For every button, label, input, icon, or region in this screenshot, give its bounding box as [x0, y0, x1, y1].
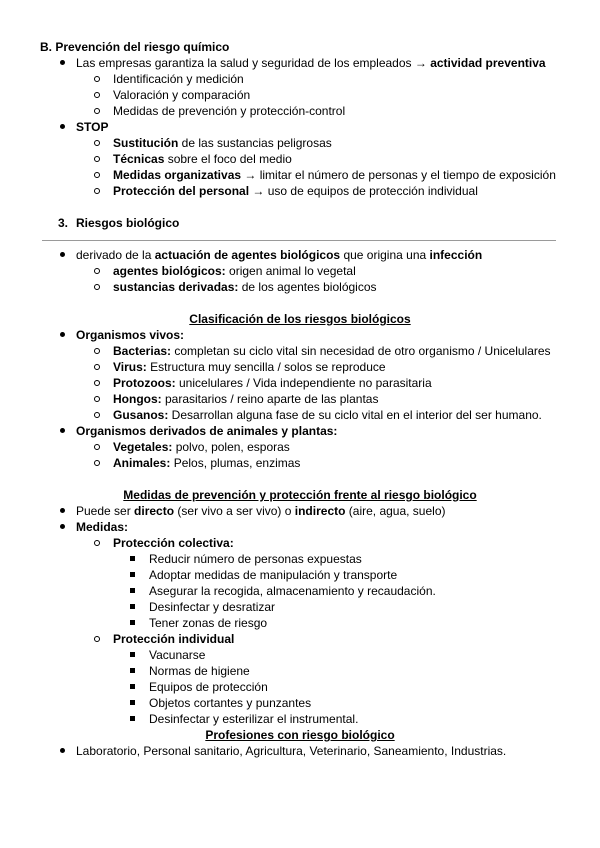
bullet-disc-icon: [60, 60, 65, 65]
bullet-square-icon: [130, 572, 135, 577]
list-item: Animales: Pelos, plumas, enzimas: [113, 456, 301, 470]
list-item: Medidas organizativas → limitar el número de personas y el tiempo de exposición: [113, 168, 556, 182]
list-item: Bacterias: completan su ciclo vital sin necesidad de otro organismo / Unicelulares: [113, 344, 551, 358]
bullet-square-icon: [130, 700, 135, 705]
list-item: Tener zonas de riesgo: [149, 616, 268, 630]
list-item: derivado de la actuación de agentes biológicos que origina una infección: [76, 248, 483, 262]
list-item: Identificación y medición: [113, 72, 244, 86]
bullet-square-icon: [130, 556, 135, 561]
list-item: Protección del personal → uso de equipos de protección individual: [113, 184, 478, 198]
list-item: Medidas:: [76, 520, 129, 534]
bullet-disc-icon: [60, 508, 65, 513]
list-item: Hongos: parasitarios / reino aparte de las plantas: [113, 392, 379, 406]
bullet-circle-icon: [94, 540, 100, 546]
list-item: Equipos de protección: [149, 680, 268, 694]
bullet-square-icon: [130, 652, 135, 657]
bullet-circle-icon: [94, 348, 100, 354]
bullet-circle-icon: [94, 444, 100, 450]
list-item: Protección individual: [113, 632, 235, 646]
bullet-disc-icon: [60, 332, 65, 337]
list-item: Las empresas garantiza la salud y seguridad de los empleados → actividad preventiva: [76, 56, 546, 70]
list-item: Puede ser directo (ser vivo a ser vivo) o indirecto (aire, agua, suelo): [76, 504, 446, 518]
bullet-circle-icon: [94, 284, 100, 290]
list-item: agentes biológicos: origen animal lo vegetal: [113, 264, 356, 278]
bullet-circle-icon: [94, 92, 100, 98]
bullet-circle-icon: [94, 380, 100, 386]
list-item: Virus: Estructura muy sencilla / solos se reproduce: [113, 360, 386, 374]
list-item: Medidas de prevención y protección-control: [113, 104, 346, 118]
bullet-disc-icon: [60, 748, 65, 753]
clasificacion-heading: Clasificación de los riesgos biológicos: [189, 312, 411, 326]
list-item: Normas de higiene: [149, 664, 250, 678]
bullet-circle-icon: [94, 140, 100, 146]
list-item: Reducir número de personas expuestas: [149, 552, 362, 566]
section-b-title: B. Prevención del riesgo químico: [40, 40, 230, 54]
bullet-disc-icon: [60, 428, 65, 433]
bullet-disc-icon: [60, 124, 65, 129]
bullet-circle-icon: [94, 460, 100, 466]
list-item: Organismos vivos:: [76, 328, 185, 342]
list-item: Gusanos: Desarrollan alguna fase de su ciclo vital en el interior del ser humano.: [113, 408, 542, 422]
bullet-square-icon: [130, 588, 135, 593]
list-item: Técnicas sobre el foco del medio: [113, 152, 292, 166]
stop-label: STOP: [76, 120, 109, 134]
list-item: Adoptar medidas de manipulación y transporte: [149, 568, 398, 582]
list-item: Desinfectar y esterilizar el instrumental.: [149, 712, 359, 726]
profesiones-heading: Profesiones con riesgo biológico: [205, 728, 395, 742]
list-item: Organismos derivados de animales y plantas:: [76, 424, 338, 438]
list-item: Valoración y comparación: [113, 88, 251, 102]
bullet-circle-icon: [94, 172, 100, 178]
list-item: Desinfectar y desratizar: [149, 600, 276, 614]
bullet-square-icon: [130, 604, 135, 609]
list-item: Protozoos: unicelulares / Vida independiente no parasitaria: [113, 376, 432, 390]
bullet-square-icon: [130, 620, 135, 625]
bullet-circle-icon: [94, 268, 100, 274]
bullet-circle-icon: [94, 412, 100, 418]
list-item: Vegetales: polvo, polen, esporas: [113, 440, 290, 454]
list-item: sustancias derivadas: de los agentes biológicos: [113, 280, 377, 294]
bullet-disc-icon: [60, 252, 65, 257]
horizontal-divider: [42, 240, 556, 241]
list-item: Laboratorio, Personal sanitario, Agricultura, Veterinario, Saneamiento, Industrias.: [76, 744, 507, 758]
medidas-heading: Medidas de prevención y protección frente al riesgo biológico: [123, 488, 477, 502]
bullet-square-icon: [130, 684, 135, 689]
bullet-circle-icon: [94, 188, 100, 194]
list-item: Sustitución de las sustancias peligrosas: [113, 136, 332, 150]
list-item: Asegurar la recogida, almacenamiento y recaudación.: [149, 584, 436, 598]
list-item: Protección colectiva:: [113, 536, 234, 550]
section-3-title: Riesgos biológico: [76, 216, 180, 230]
bullet-circle-icon: [94, 636, 100, 642]
list-item: Objetos cortantes y punzantes: [149, 696, 312, 710]
bullet-circle-icon: [94, 156, 100, 162]
bullet-square-icon: [130, 716, 135, 721]
bullet-circle-icon: [94, 108, 100, 114]
bullet-disc-icon: [60, 524, 65, 529]
bullet-circle-icon: [94, 364, 100, 370]
bullet-circle-icon: [94, 76, 100, 82]
bullet-circle-icon: [94, 396, 100, 402]
section-3-number: 3.: [58, 216, 69, 230]
bullet-square-icon: [130, 668, 135, 673]
list-item: Vacunarse: [149, 648, 206, 662]
